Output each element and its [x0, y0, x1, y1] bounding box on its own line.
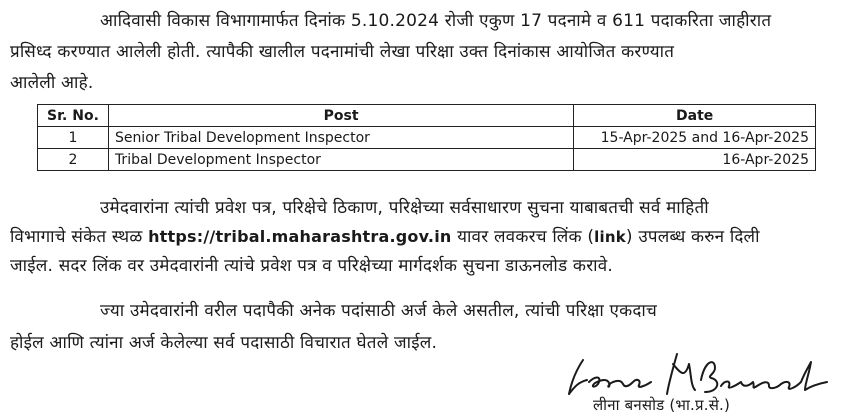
para1-line2: प्रसिध्द करण्यात आलेली होती. त्यापैकी खालील पदनामांची लेखा परिक्षा उक्त दिनांकास आयोजित करण्यात	[10, 42, 675, 62]
para2-line2-pre: विभागाचे संकेत स्थळ	[10, 227, 149, 247]
link-word: link	[594, 228, 626, 246]
row-post: Tribal Development Inspector	[108, 149, 573, 171]
para3-line2: होईल आणि त्यांना अर्ज केलेल्या सर्व पदासाठी विचारात घेतले जाईल.	[10, 333, 438, 353]
para2-line2-post: ) उपलब्ध करुन दिली	[625, 227, 760, 247]
header-post: Post	[108, 105, 573, 127]
website-url: https://tribal.maharashtra.gov.in	[148, 227, 452, 246]
para2-line1: उमेदवारांना त्यांची प्रवेश पत्र, परिक्षेचे ठिकाण, परिक्षेच्या सर्वसाधारण सुचना याबाबतची सर्व माहिती	[100, 198, 709, 218]
table-header-row	[38, 105, 816, 127]
table-row	[38, 127, 816, 149]
row-sr-no: 1	[38, 127, 109, 149]
row-date: 15-Apr-2025 and 16-Apr-2025	[574, 127, 816, 149]
para3-line1: ज्या उमेदवारांनी वरील पदापैकी अनेक पदांसाठी अर्ज केले असतील, त्यांची परिक्षा एकदाच	[100, 301, 658, 321]
para1-line1: आदिवासी विकास विभागामार्फत दिनांक 5.10.2024 रोजी एकुण 17 पदनामे व 611 पदाकरिता जाहीरात	[100, 11, 772, 31]
para2-line2	[10, 226, 760, 248]
row-date: 16-Apr-2025	[574, 149, 816, 171]
row-sr-no: 2	[38, 149, 109, 171]
para1-line3: आलेली आहे.	[10, 73, 94, 93]
row-post: Senior Tribal Development Inspector	[108, 127, 573, 149]
signature-image	[565, 350, 835, 398]
signatory-name: लीना बनसोड (भा.प्र.से.)	[593, 396, 731, 414]
para2-line3: जाईल. सदर लिंक वर उमेदवारांनी त्यांचे प्रवेश पत्र व परिक्षेच्या मार्गदर्शक सुचना डाऊनलोड करावे.	[10, 256, 614, 276]
header-sr-no: Sr. No.	[38, 105, 109, 127]
exam-schedule-table	[37, 104, 816, 171]
para2-line2-mid: यावर लवकरच लिंक (	[451, 227, 595, 247]
table-row	[38, 149, 816, 171]
header-date: Date	[574, 105, 816, 127]
